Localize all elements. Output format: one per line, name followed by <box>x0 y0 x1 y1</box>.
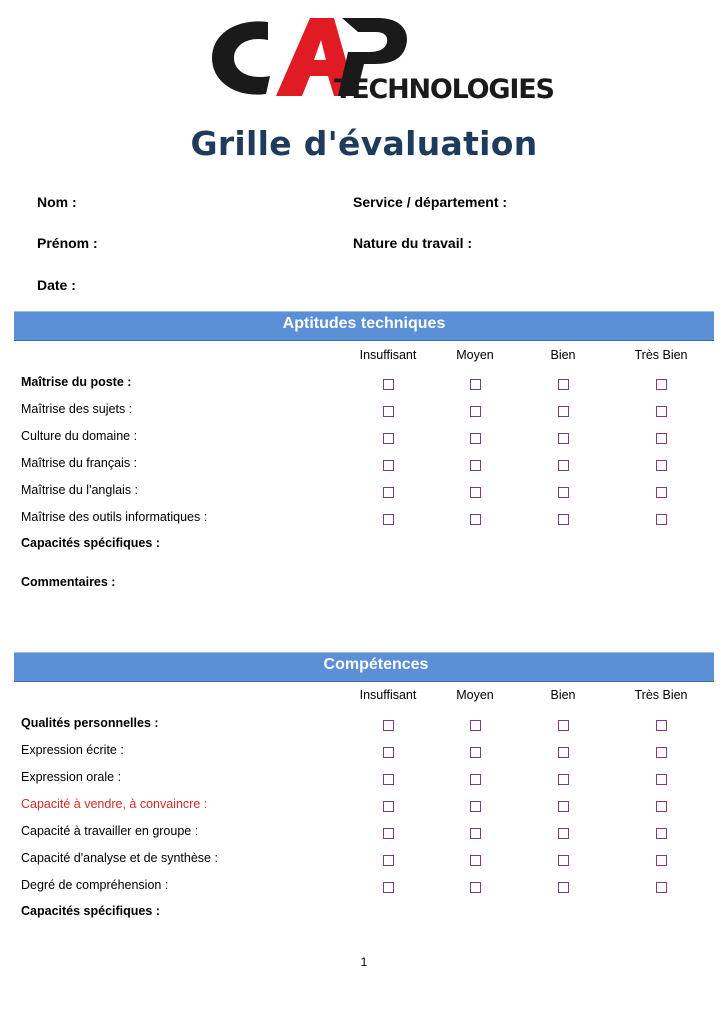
s1-row-label: Maîtrise du français : <box>21 456 138 470</box>
s2-row-label: Degré de compréhension : <box>21 878 169 892</box>
s1-checkbox-0[interactable] <box>383 433 394 444</box>
s1-checkbox-1[interactable] <box>470 460 481 471</box>
s1-checkbox-0[interactable] <box>383 487 394 498</box>
s1-col-header-1: Moyen <box>456 348 494 362</box>
s2-checkbox-0[interactable] <box>383 747 394 758</box>
prenom-label: Prénom : <box>37 235 98 251</box>
s2-checkbox-3[interactable] <box>656 882 667 893</box>
s1-checkbox-1[interactable] <box>470 433 481 444</box>
s2-checkbox-0[interactable] <box>383 828 394 839</box>
page-title: Grille d'évaluation <box>190 124 538 163</box>
s2-checkbox-0[interactable] <box>383 720 394 731</box>
s2-specific-label: Capacités spécifiques : <box>21 904 160 918</box>
s1-row-label: Culture du domaine : <box>21 429 138 443</box>
s1-row-label: Maîtrise du l'anglais : <box>21 483 139 497</box>
s1-checkbox-0[interactable] <box>383 514 394 525</box>
s2-col-header-0: Insuffisant <box>359 688 417 702</box>
s1-specific-label: Capacités spécifiques : <box>21 536 160 550</box>
s2-checkbox-1[interactable] <box>470 855 481 866</box>
nature-label: Nature du travail : <box>353 235 473 251</box>
s1-checkbox-2[interactable] <box>558 514 569 525</box>
s2-checkbox-3[interactable] <box>656 855 667 866</box>
service-label: Service / département : <box>353 194 508 210</box>
s1-checkbox-2[interactable] <box>558 460 569 471</box>
section-aptitudes-bar <box>14 311 714 341</box>
s1-col-header-0: Insuffisant <box>359 348 417 362</box>
s2-checkbox-2[interactable] <box>558 720 569 731</box>
s1-checkbox-0[interactable] <box>383 379 394 390</box>
s2-col-header-1: Moyen <box>456 688 494 702</box>
section-competences-bar <box>14 652 714 682</box>
s2-row-label: Capacité à travailler en groupe : <box>21 824 199 838</box>
s2-row-label: Capacité d'analyse et de synthèse : <box>21 851 218 865</box>
nom-label: Nom : <box>37 194 77 210</box>
s2-checkbox-2[interactable] <box>558 882 569 893</box>
s1-checkbox-1[interactable] <box>470 487 481 498</box>
s1-checkbox-2[interactable] <box>558 487 569 498</box>
s2-checkbox-2[interactable] <box>558 774 569 785</box>
s2-checkbox-3[interactable] <box>656 828 667 839</box>
s1-checkbox-3[interactable] <box>656 514 667 525</box>
section-competences-title: Compétences <box>323 656 429 673</box>
s1-checkbox-1[interactable] <box>470 406 481 417</box>
s1-checkbox-3[interactable] <box>656 406 667 417</box>
s2-checkbox-3[interactable] <box>656 720 667 731</box>
s2-checkbox-0[interactable] <box>383 774 394 785</box>
s2-checkbox-2[interactable] <box>558 801 569 812</box>
s1-checkbox-3[interactable] <box>656 433 667 444</box>
s1-col-header-2: Bien <box>550 348 576 362</box>
s1-checkbox-0[interactable] <box>383 460 394 471</box>
s2-checkbox-3[interactable] <box>656 801 667 812</box>
s2-checkbox-1[interactable] <box>470 828 481 839</box>
s2-checkbox-1[interactable] <box>470 801 481 812</box>
s1-checkbox-1[interactable] <box>470 379 481 390</box>
section-aptitudes-title: Aptitudes techniques <box>282 315 446 332</box>
page-number: 1 <box>360 955 368 969</box>
s1-row-label: Maîtrise du poste : <box>21 375 132 389</box>
s1-row-label: Maîtrise des outils informatiques : <box>21 510 208 524</box>
s1-row-label: Maîtrise des sujets : <box>21 402 133 416</box>
s2-row-label: Capacité à vendre, à convaincre : <box>21 797 208 811</box>
s1-checkbox-2[interactable] <box>558 433 569 444</box>
s2-col-header-3: Très Bien <box>634 688 688 702</box>
s2-checkbox-1[interactable] <box>470 747 481 758</box>
s2-row-label: Expression écrite : <box>21 743 124 757</box>
s1-comments-label: Commentaires : <box>21 575 116 589</box>
date-label: Date : <box>37 277 76 293</box>
s2-checkbox-2[interactable] <box>558 747 569 758</box>
s2-checkbox-1[interactable] <box>470 774 481 785</box>
s1-checkbox-1[interactable] <box>470 514 481 525</box>
s2-col-header-2: Bien <box>550 688 576 702</box>
s1-checkbox-3[interactable] <box>656 379 667 390</box>
s2-row-label: Expression orale : <box>21 770 122 784</box>
s1-checkbox-3[interactable] <box>656 460 667 471</box>
s2-row-label: Qualités personnelles : <box>21 716 159 730</box>
s1-col-header-3: Très Bien <box>634 348 688 362</box>
s2-checkbox-3[interactable] <box>656 774 667 785</box>
s1-checkbox-2[interactable] <box>558 379 569 390</box>
s1-checkbox-2[interactable] <box>558 406 569 417</box>
s1-checkbox-0[interactable] <box>383 406 394 417</box>
s2-checkbox-2[interactable] <box>558 855 569 866</box>
s2-checkbox-2[interactable] <box>558 828 569 839</box>
s2-checkbox-1[interactable] <box>470 882 481 893</box>
cap-technologies-logo <box>206 12 554 105</box>
s2-checkbox-0[interactable] <box>383 855 394 866</box>
logo-small-text: TECHNOLOGIES <box>334 74 554 105</box>
s2-checkbox-0[interactable] <box>383 801 394 812</box>
s2-checkbox-0[interactable] <box>383 882 394 893</box>
s2-checkbox-3[interactable] <box>656 747 667 758</box>
s2-checkbox-1[interactable] <box>470 720 481 731</box>
s1-checkbox-3[interactable] <box>656 487 667 498</box>
